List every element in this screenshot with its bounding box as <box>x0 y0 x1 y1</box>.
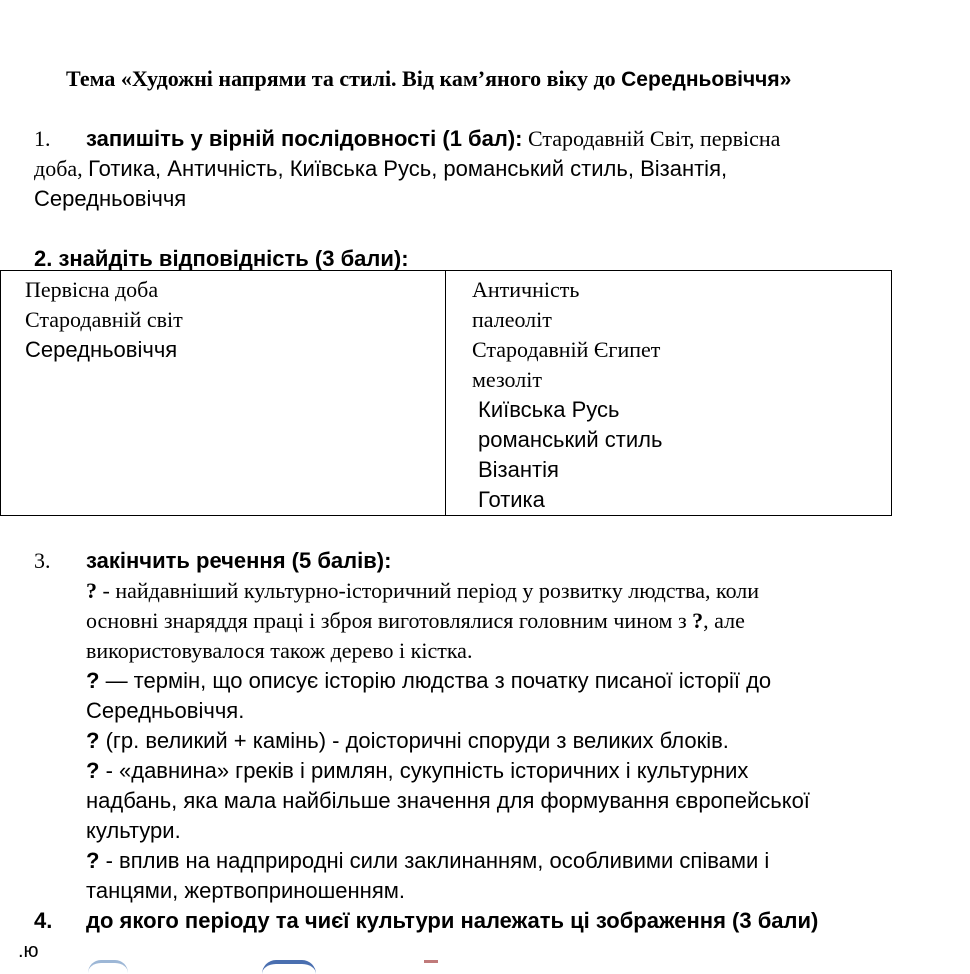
task1-line1 <box>34 124 780 154</box>
task4-line <box>34 906 818 936</box>
task3-sentence-4-end: культури. <box>86 818 181 843</box>
task3-number: 3. <box>34 548 51 573</box>
task3-sentence-2-end: Середньовіччя. <box>86 698 245 723</box>
footer-mark: .ю <box>18 940 39 962</box>
matching-right-column <box>446 271 892 516</box>
left-item: Первісна доба <box>25 277 159 302</box>
task3-heading-line <box>34 546 391 576</box>
task3-sentence-1-cont: основні знаряддя праці і зброя виготовлялися головним чином з ?, але <box>86 608 745 633</box>
task4-heading: до якого періоду та чиєї культури належать ці зображення (3 бали) <box>86 908 819 933</box>
right-item: Античність <box>472 277 580 302</box>
task3-sentence-3: ? (гр. великий + камінь) - доісторичні споруди з великих блоків. <box>86 728 729 753</box>
right-item: Київська Русь <box>478 397 620 422</box>
task3-sentence-4-cont: надбань, яка мала найбільше значення для формування європейської <box>86 788 810 813</box>
task3-sentence-5: ? - вплив на надприродні сили заклинанням, особливими співами і <box>86 848 770 873</box>
left-item: Стародавній світ <box>25 307 183 332</box>
task3-sentence-4: ? - «давнина» греків і римлян, сукупність історичних і культурних <box>86 758 749 783</box>
cropped-image-2 <box>262 960 316 974</box>
right-item: Готика <box>478 487 545 512</box>
right-item: Візантія <box>478 457 559 482</box>
task1-number: 1. <box>34 126 51 151</box>
task1-heading: запишіть у вірній послідовності (1 бал): <box>86 126 523 151</box>
right-item: палеоліт <box>472 307 552 332</box>
cropped-image-1 <box>88 960 128 973</box>
task1-text-a: Стародавній Світ, первісна <box>528 126 781 151</box>
right-item: романський стиль <box>478 427 663 452</box>
task3-sentence-5-end: танцями, жертвоприношенням. <box>86 878 405 903</box>
matching-left-column <box>1 271 446 516</box>
cropped-image-3 <box>424 960 438 973</box>
task1-line3: Середньовіччя <box>34 186 187 211</box>
task3-sentence-1: ? - найдавніший культурно-історичний період у розвитку людства, коли <box>86 578 760 603</box>
task3-sentence-2: ? — термін, що описує історію людства з початку писаної історії до <box>86 668 772 693</box>
task3-sentence-1-end: використовувалося також дерево і кістка. <box>86 638 473 663</box>
title-main: Тема «Художні напрями та стилі. Від кам’яного віку до <box>66 66 616 91</box>
right-item: Стародавній Єгипет <box>472 337 661 362</box>
matching-table <box>0 270 892 516</box>
task4-number: 4. <box>34 908 53 933</box>
title-tail: Середньовіччя» <box>621 68 792 91</box>
task1-text-b-sans: Готика, Античність, Київська Русь, романський стиль, Візантія, <box>88 156 728 181</box>
right-item: мезоліт <box>472 367 542 392</box>
page-title <box>66 66 791 92</box>
task1-line2 <box>34 154 727 184</box>
task2-heading: 2. знайдіть відповідність (3 бали): <box>34 246 409 271</box>
task1-text-b-serif: доба, <box>34 156 83 181</box>
task3-heading: закінчить речення (5 балів): <box>86 548 392 573</box>
left-item: Середньовіччя <box>25 337 178 362</box>
